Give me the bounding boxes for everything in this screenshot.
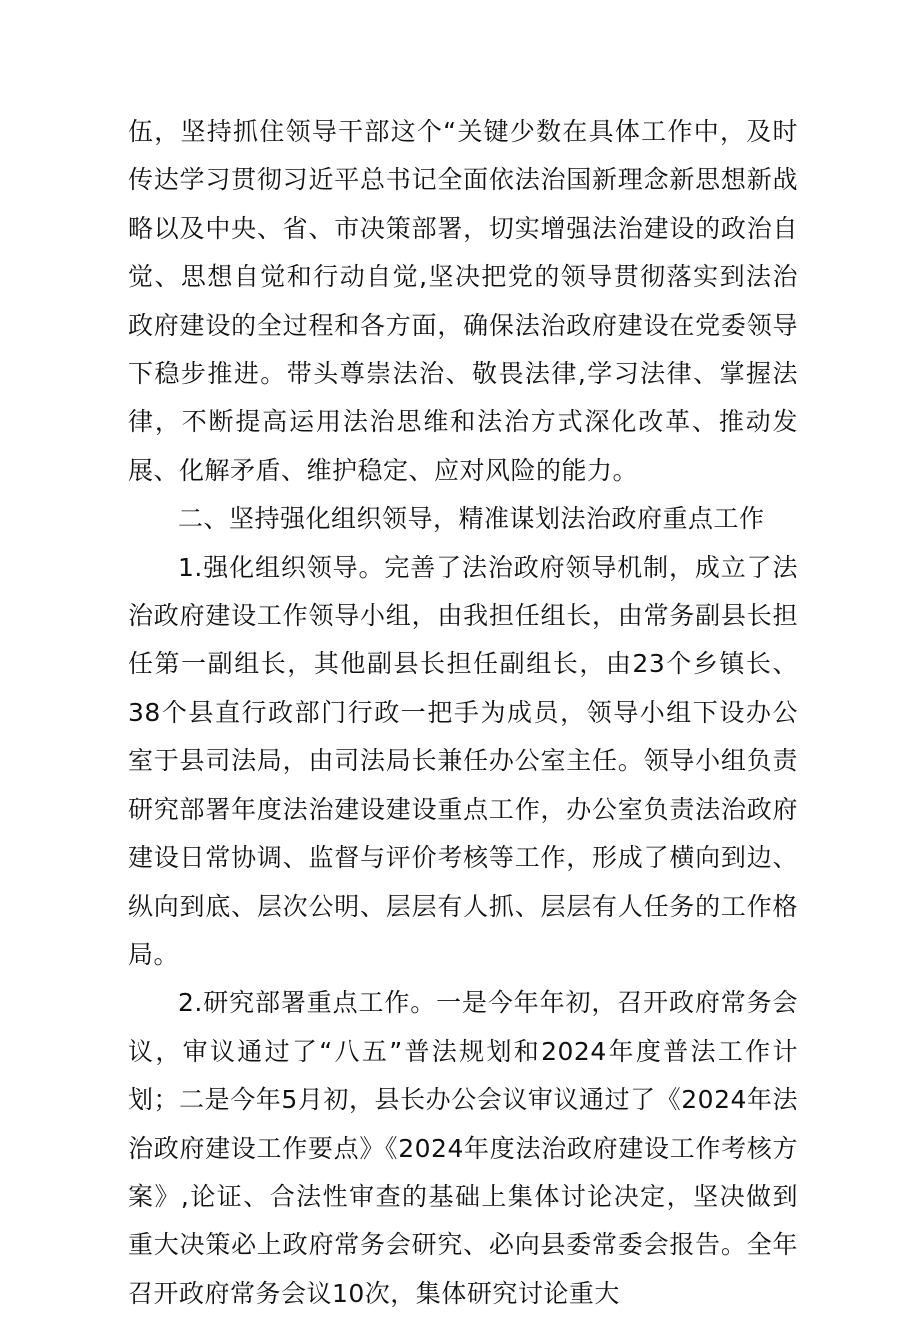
section-heading-organization: 二、坚持强化组织领导，精准谋划法治政府重点工作 <box>178 504 765 534</box>
paragraph-leadership-continued: 伍，坚持抓住领导干部这个“关键少数在具体工作中，及时传达学习贯彻习近平总书记全面依法治国新理念新思想新战略以及中央、省、市决策部署，切实增强法治建设的政治自觉、思想自觉和行动自觉,坚决把党的领导贯彻落实到法治政府建设的全过程和各方面，确保法治政府建设在党委领导下稳步推进。带头尊崇法治、敬畏法律,学习法律、掌握法律，不断提高运用法治思维和法治方式深化改革、推动发展、化解矛盾、维护稳定、应对风险的能力。 <box>128 117 798 485</box>
document-body <box>128 108 798 1318</box>
paragraph-strengthen-leadership: 1.强化组织领导。完善了法治政府领导机制，成立了法治政府建设工作领导小组，由我担任组长，由常务副县长担任第一副组长，其他副县长担任副组长，由23个乡镇长、38个县直行政部门行政一把手为成员，领导小组下设办公室于县司法局，由司法局长兼任办公室主任。领导小组负责研究部署年度法治建设建设重点工作，办公室负责法治政府建设日常协调、监督与评价考核等工作，形成了横向到边、纵向到底、层次公明、层层有人抓、层层有人任务的工作格局。 <box>128 552 798 969</box>
paragraph-key-work: 2.研究部署重点工作。一是今年年初，召开政府常务会议，审议通过了“八五”普法规划和2024年度普法工作计划；二是今年5月初，县长办公会议审议通过了《2024年法治政府建设工作要点》《2024年度法治政府建设工作考核方案》,论证、合法性审查的基础上集体讨论决定，坚决做到重大决策必上政府常务会研究、必向县委常委会报告。全年召开政府常务会议10次，集体研究讨论重大 <box>128 988 798 1308</box>
